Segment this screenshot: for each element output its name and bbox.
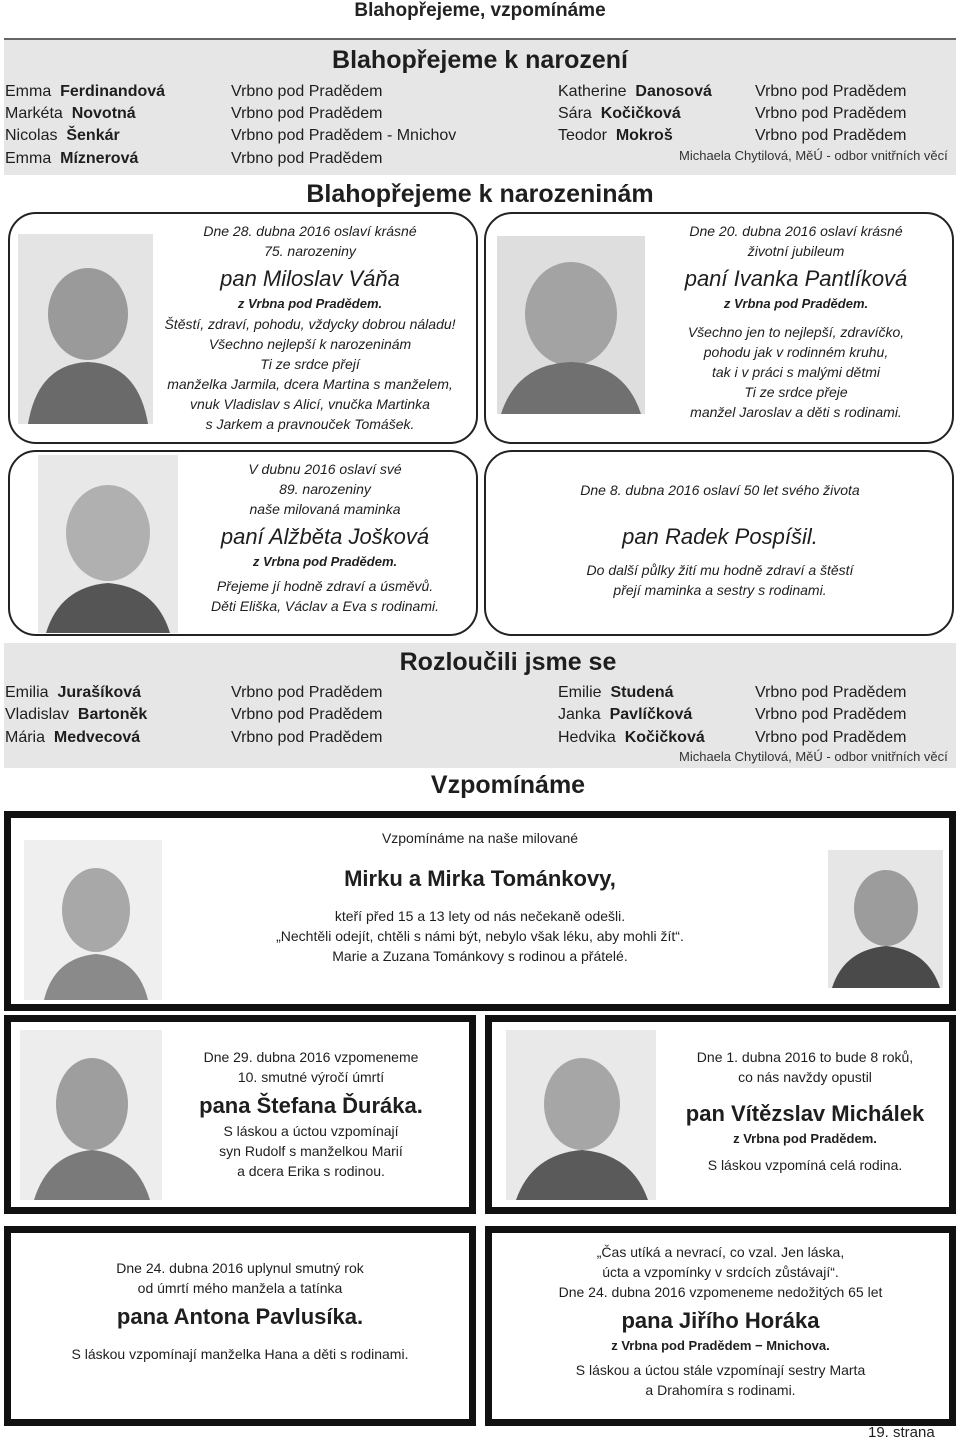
births-left-row: Markéta Novotná xyxy=(5,105,136,122)
birthday-card-text: Dne 8. dubna 2016 oslaví 50 let svého života pan Radek Pospíšil. Do další půlky žití mu hodně zdraví a štěstí přejí maminka a sestry s rodinami. xyxy=(580,482,860,598)
farewell-left-place: Vrbno pod Pradědem xyxy=(231,706,383,723)
portrait-photo xyxy=(38,455,178,633)
memorial-card-text: Dne 1. dubna 2016 to bude 8 roků, co nás navždy opustil pan Vítězslav Michálek z Vrbna pod Pradědem. S láskou vzpomíná celá rodina. xyxy=(685,1049,925,1173)
birthday-card-text: Dne 28. dubna 2016 oslaví krásné 75. narozeniny pan Miloslav Váňa z Vrbna pod Pradědem. Štěstí, zdraví, pohodu, vždycky dobrou náladu! Všechno nejlepší k narozeninám Ti ze srdce přejí manželka Jarmila, dcera Martina s manželem, vnuk Vladislav s Alicí, vnučka Martinka s Jarkem a pravnouček Tomášek. xyxy=(164,223,456,432)
page-header: Blahopřejeme, vzpomínáme xyxy=(354,0,606,21)
births-right-place: Vrbno pod Pradědem xyxy=(755,83,907,100)
portrait-photo xyxy=(18,234,153,424)
portrait-icon xyxy=(828,850,943,988)
portrait-icon xyxy=(497,236,645,414)
births-left-place: Vrbno pod Pradědem - Mnichov xyxy=(231,127,457,144)
birthday-card-text: V dubnu 2016 oslaví své 89. narozeniny naše milovaná maminka paní Alžběta Jošková z Vrbna pod Pradědem. Přejeme jí hodně zdraví a úsměvů. Děti Eliška, Václav a Eva s rodinami. xyxy=(211,461,439,614)
farewell-left-row: Emilia Jurašíková xyxy=(5,684,142,701)
farewell-right-place: Vrbno pod Pradědem xyxy=(755,684,907,701)
portrait-icon xyxy=(506,1030,656,1200)
portrait-icon xyxy=(18,234,153,424)
births-right-place: Vrbno pod Pradědem xyxy=(755,105,907,122)
page-number: 19. strana xyxy=(868,1424,935,1441)
portrait-icon xyxy=(24,840,162,1000)
farewell-left-place: Vrbno pod Pradědem xyxy=(231,729,383,746)
portrait-photo xyxy=(20,1030,162,1200)
births-left-row: Nicolas Šenkár xyxy=(5,127,120,144)
memorial-title: Vzpomínáme xyxy=(430,771,586,799)
portrait-icon xyxy=(20,1030,162,1200)
farewell-right-row: Hedvika Kočičková xyxy=(558,729,705,746)
births-left-place: Vrbno pod Pradědem xyxy=(231,105,383,122)
birthday-card-text: Dne 20. dubna 2016 oslaví krásné životní jubileum paní Ivanka Pantlíková z Vrbna pod Pradědem. Všechno jen to nejlepší, zdravíčko, pohodu jak v rodinném kruhu, tak i v práci s malými dětmi Ti ze srdce přeje manžel Jaroslav a děti s rodinami. xyxy=(684,223,908,420)
portrait-photo xyxy=(24,840,162,1000)
birthdays-title: Blahopřejeme k narozeninám xyxy=(306,180,654,208)
memorial-card-text: Dne 29. dubna 2016 vzpomeneme 10. smutné výročí úmrtí pana Štefana Ďuráka. S láskou a úctou vzpomínají syn Rudolf s manželkou Marií a dcera Erika s rodinou. xyxy=(199,1049,423,1179)
farewell-credit: Michaela Chytilová, MěÚ - odbor vnitřních věcí xyxy=(679,749,948,764)
births-right-row: Teodor Mokroš xyxy=(558,127,673,144)
farewell-right-row: Emilie Studená xyxy=(558,684,674,701)
portrait-icon xyxy=(38,455,178,633)
memorial-card-text: Vzpomínáme na naše milované Mirku a Mirka Tománkovy, kteří před 15 a 13 lety od nás nečekaně odešli. „Nechtěli odejít, chtěli s námi být, nebylo však léku, aby mohli žít“. Marie a Zuzana Tománkovy s rodinou a přátelé. xyxy=(276,830,684,964)
farewell-left-row: Mária Medvecová xyxy=(5,729,141,746)
farewell-right-place: Vrbno pod Pradědem xyxy=(755,729,907,746)
births-right-row: Katherine Danosová xyxy=(558,83,712,100)
births-left-place: Vrbno pod Pradědem xyxy=(231,83,383,100)
memorial-card-text: „Čas utíká a nevrací, co vzal. Jen láska, úcta a vzpomínky v srdcích zůstávají“. Dne 24. dubna 2016 vzpomeneme nedožitých 65 let pana Jiřího Horáka z Vrbna pod Pradědem − Mnichova. S láskou a úctou stále vzpomínají sestry Marta a Drahomíra s rodinami. xyxy=(558,1244,883,1398)
births-left-row: Emma Ferdinandová xyxy=(5,83,166,100)
memorial-card-text: Dne 24. dubna 2016 uplynul smutný rok od úmrtí mého manžela a tatínka pana Antona Pavlusíka. S láskou vzpomínají manželka Hana a děti s rodinami. xyxy=(71,1260,409,1362)
portrait-photo xyxy=(497,236,645,414)
farewell-left-row: Vladislav Bartoněk xyxy=(5,706,148,723)
births-right-place: Vrbno pod Pradědem xyxy=(755,127,907,144)
portrait-photo xyxy=(506,1030,656,1200)
farewell-right-place: Vrbno pod Pradědem xyxy=(755,706,907,723)
births-right-row: Sára Kočičková xyxy=(558,105,681,122)
farewell-title: Rozloučili jsme se xyxy=(399,648,617,676)
births-title: Blahopřejeme k narození xyxy=(332,46,628,74)
farewell-left-place: Vrbno pod Pradědem xyxy=(231,684,383,701)
births-left-place: Vrbno pod Pradědem xyxy=(231,150,383,167)
farewell-right-row: Janka Pavlíčková xyxy=(558,706,693,723)
portrait-photo xyxy=(828,850,943,988)
births-credit: Michaela Chytilová, MěÚ - odbor vnitřních věcí xyxy=(679,148,948,163)
births-left-row: Emma Míznerová xyxy=(5,150,139,167)
